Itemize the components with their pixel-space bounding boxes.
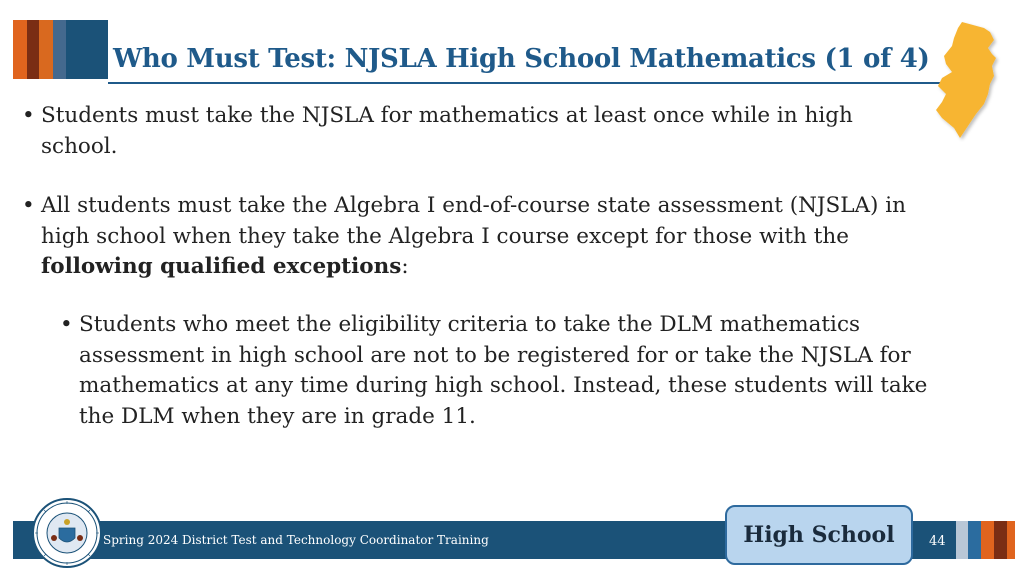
title-underline bbox=[108, 82, 971, 84]
slide-title: Who Must Test: NJSLA High School Mathematics (1 of 4) bbox=[113, 44, 930, 74]
badge-label: High School bbox=[743, 522, 895, 548]
bullet-2-text-end: : bbox=[401, 254, 409, 279]
sub-bullet-1 bbox=[60, 310, 949, 432]
new-jersey-map-icon bbox=[932, 18, 1004, 142]
bullet-dot: • bbox=[22, 193, 35, 218]
bullet-2-bold-text: following qualified exceptions bbox=[41, 254, 402, 279]
bullet-2-text: All students must take the Algebra I end-of-course state assessment (NJSLA) in high school when they take the Algebra I course except for those with the bbox=[41, 193, 907, 249]
page-number: 44 bbox=[929, 534, 946, 549]
bullet-dot: • bbox=[60, 312, 73, 337]
footer-training-label: Spring 2024 District Test and Technology Coordinator Training bbox=[103, 533, 489, 547]
nj-department-of-education-seal bbox=[32, 498, 102, 568]
footer-accent-bars bbox=[956, 521, 1015, 559]
sub-bullet-1-text: Students who meet the eligibility criteria to take the DLM mathematics assessment in high school are not to be registered for or take the NJSLA for mathematics at any time during high school. Instead, these students will take the DLM when they are in grade 11. bbox=[79, 312, 928, 429]
header-accent-bars bbox=[13, 20, 108, 79]
bullet-1-text: Students must take the NJSLA for mathematics at least once while in high school. bbox=[41, 103, 853, 159]
bullet-2 bbox=[22, 191, 921, 283]
high-school-badge bbox=[725, 505, 913, 565]
bullet-1 bbox=[22, 101, 921, 162]
bullet-dot: • bbox=[22, 103, 35, 128]
